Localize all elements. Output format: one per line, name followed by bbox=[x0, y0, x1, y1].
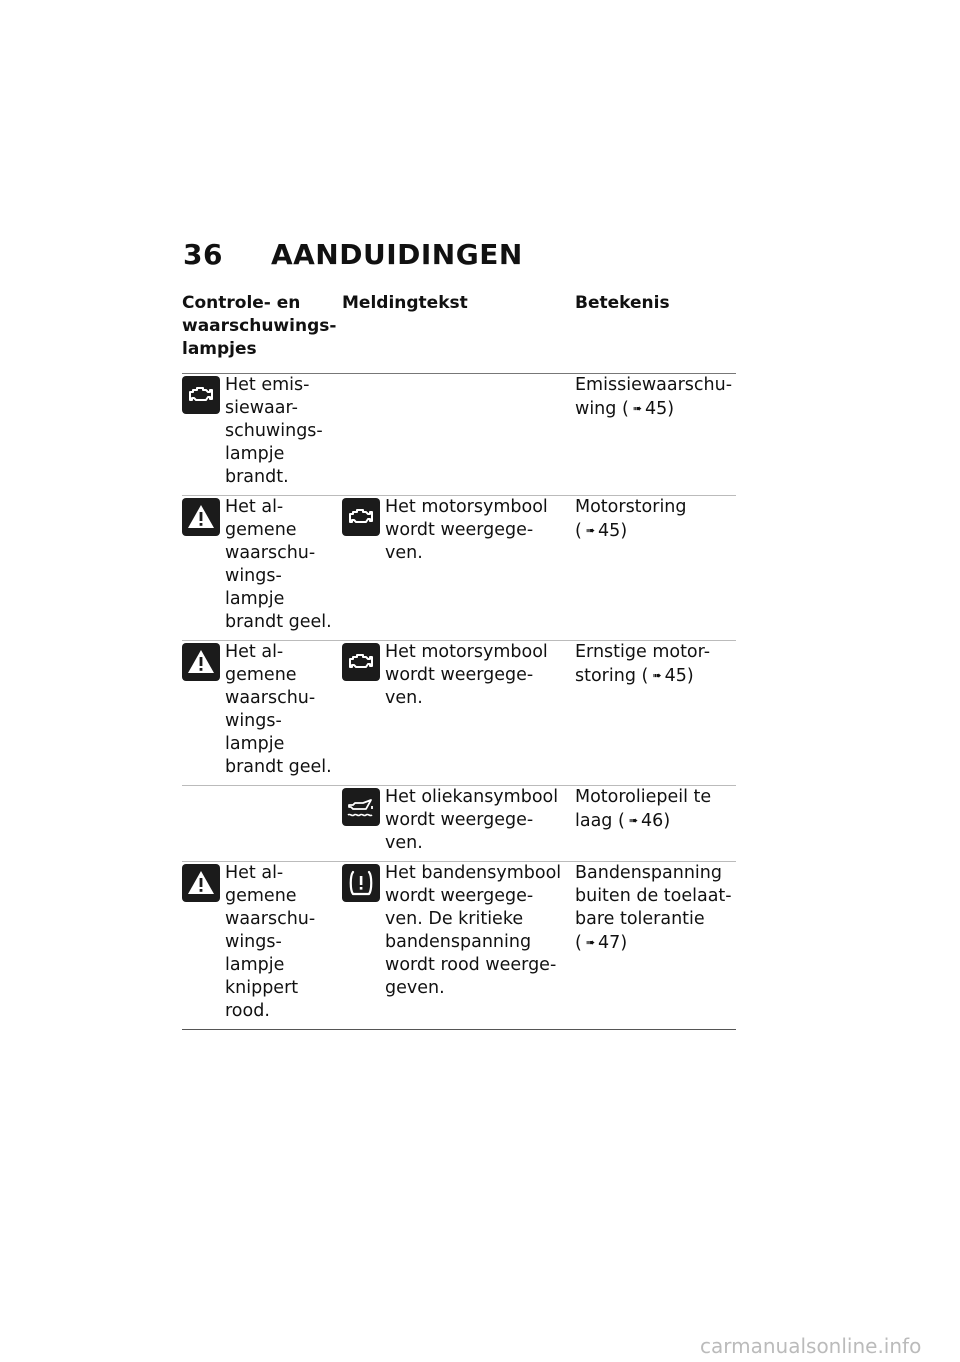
lamp-cell-content bbox=[182, 374, 342, 489]
page-title: AANDUIDINGEN bbox=[270, 238, 523, 271]
page-reference[interactable] bbox=[622, 399, 674, 419]
header-message: Meldingtekst bbox=[342, 292, 575, 374]
ref-open-paren: ( bbox=[575, 521, 582, 541]
lamp-cell bbox=[182, 786, 342, 862]
message-cell-content bbox=[342, 786, 575, 855]
table-header-row bbox=[182, 292, 736, 374]
meaning-cell bbox=[575, 786, 736, 862]
lamp-cell-content bbox=[182, 496, 342, 634]
table-row bbox=[182, 862, 736, 1030]
message-cell bbox=[342, 374, 575, 496]
meaning-cell bbox=[575, 641, 736, 786]
lamp-description: Het al- gemene waarschu- wings- lampje brandt geel. bbox=[225, 497, 332, 632]
reference-arrow-icon: ➠ bbox=[652, 669, 662, 682]
message-text: Het bandensymbool wordt weergege- ven. De kritieke bandenspanning wordt rood weerge- geven. bbox=[385, 863, 562, 998]
ref-open-paren: ( bbox=[641, 666, 649, 686]
header-meaning: Betekenis bbox=[575, 292, 736, 374]
ref-open-paren: ( bbox=[575, 933, 582, 953]
reference-arrow-icon: ➠ bbox=[585, 936, 596, 949]
lamp-cell bbox=[182, 641, 342, 786]
watermark: carmanualsonline.info bbox=[700, 1334, 922, 1358]
meaning-text: Ernstige motor- storing bbox=[575, 642, 711, 686]
message-cell-content bbox=[342, 862, 575, 1000]
page-reference[interactable] bbox=[618, 811, 670, 831]
ref-page-number: 45) bbox=[598, 521, 628, 541]
table-row bbox=[182, 786, 736, 862]
tire-pressure-icon bbox=[342, 864, 380, 902]
meaning-text: Motorstoring bbox=[575, 497, 687, 517]
message-text: Het motorsymbool wordt weergege- ven. bbox=[385, 642, 548, 708]
indicator-table bbox=[182, 292, 736, 1030]
ref-page-number: 45) bbox=[645, 399, 675, 419]
table-row bbox=[182, 641, 736, 786]
page-reference[interactable] bbox=[575, 933, 627, 953]
lamp-description: Het emis- siewaar- schuwings- lampje brandt. bbox=[225, 375, 323, 487]
message-cell bbox=[342, 786, 575, 862]
page-number: 36 bbox=[183, 238, 223, 271]
warning-triangle-icon bbox=[182, 643, 220, 681]
meaning-cell bbox=[575, 862, 736, 1030]
meaning-cell bbox=[575, 374, 736, 496]
message-cell bbox=[342, 496, 575, 641]
page-header bbox=[183, 238, 523, 271]
meaning-text: Bandenspanning buiten de toelaat- bare tolerantie bbox=[575, 863, 732, 929]
engine-check-icon bbox=[182, 376, 220, 414]
lamp-cell-content bbox=[182, 641, 342, 779]
meaning-text: Motoroliepeil te laag bbox=[575, 787, 712, 831]
reference-arrow-icon: ➠ bbox=[628, 814, 639, 827]
warning-triangle-icon bbox=[182, 864, 220, 902]
message-cell-content bbox=[342, 641, 575, 710]
ref-page-number: 46) bbox=[641, 811, 671, 831]
oil-can-icon bbox=[342, 788, 380, 826]
lamp-description: Het al- gemene waarschu- wings- lampje brandt geel. bbox=[225, 642, 332, 777]
ref-open-paren: ( bbox=[621, 399, 629, 419]
warning-triangle-icon bbox=[182, 498, 220, 536]
header-lamps: Controle- en waarschuwings- lampjes bbox=[182, 292, 342, 374]
message-text: Het oliekansymbool wordt weergege- ven. bbox=[385, 787, 559, 853]
table-row bbox=[182, 496, 736, 641]
reference-arrow-icon: ➠ bbox=[585, 524, 596, 537]
meaning-text: Emissiewaarschu- wing bbox=[575, 375, 733, 419]
ref-page-number: 47) bbox=[598, 933, 628, 953]
page-reference[interactable] bbox=[642, 666, 694, 686]
engine-icon bbox=[342, 643, 380, 681]
meaning-cell bbox=[575, 496, 736, 641]
message-cell bbox=[342, 862, 575, 1030]
lamp-description: Het al- gemene waarschu- wings- lampje knippert rood. bbox=[225, 863, 316, 1021]
lamp-cell bbox=[182, 374, 342, 496]
message-text: Het motorsymbool wordt weergege- ven. bbox=[385, 497, 548, 563]
ref-open-paren: ( bbox=[618, 811, 625, 831]
lamp-cell bbox=[182, 496, 342, 641]
engine-icon bbox=[342, 498, 380, 536]
message-cell bbox=[342, 641, 575, 786]
lamp-cell-content bbox=[182, 862, 342, 1023]
reference-arrow-icon: ➠ bbox=[632, 402, 642, 415]
lamp-cell bbox=[182, 862, 342, 1030]
table-row bbox=[182, 374, 736, 496]
message-cell-content bbox=[342, 496, 575, 565]
page-reference[interactable] bbox=[575, 521, 627, 541]
ref-page-number: 45) bbox=[664, 666, 694, 686]
